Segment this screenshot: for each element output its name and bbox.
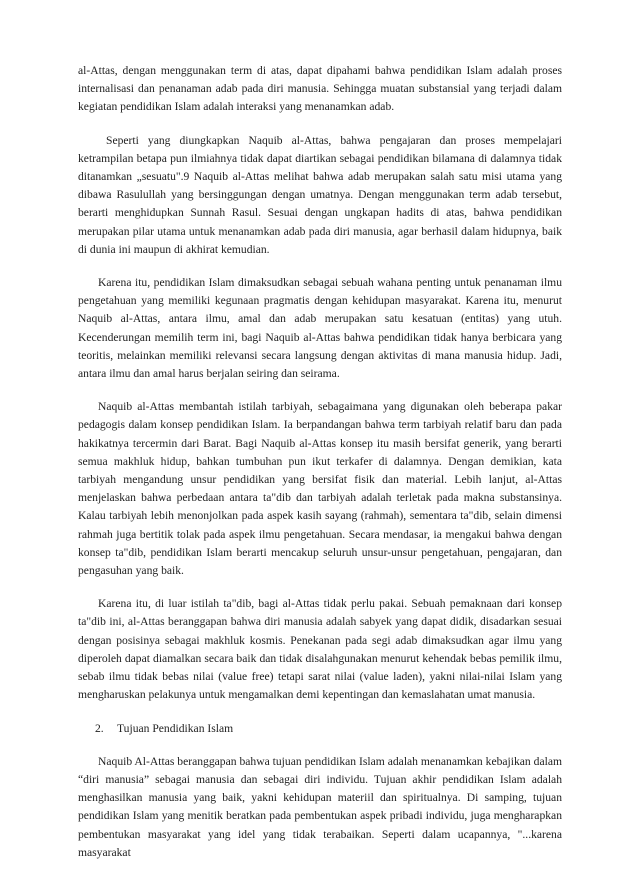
paragraph-3: Karena itu, pendidikan Islam dimaksudkan sebagai sebuah wahana penting untuk penanaman ilmu pengetahuan yang memiliki kegunaan pragmatis dengan kehidupan masyarakat. Karena itu, menurut Naquib al-Attas, antara ilmu, amal dan adab merupakan satu kesatuan (entitas) yang utuh. Kecenderungan memilih term ini, bagi Naquib al-Attas bahwa pendidikan tidak hanya berbicara yang teoritis, melainkan memiliki relevansi secara langsung dengan aktivitas di mana manusia hidup. Jadi, antara ilmu dan amal harus berjalan seiring dan seirama. [78,276,562,381]
paragraph-1: al-Attas, dengan menggunakan term di atas, dapat dipahami bahwa pendidikan Islam adalah proses internalisasi dan penanaman adab pada diri manusia. Sehingga muatan substansial yang terjadi dalam kegiatan pendidikan Islam adalah interaksi yang menanamkan adab. [78,64,562,114]
section-title: Tujuan Pendidikan Islam [117,721,234,735]
document-page [78,62,562,877]
paragraph-4: Naquib al-Attas membantah istilah tarbiyah, sebagaimana yang digunakan oleh beberapa pakar pedagogis dalam konsep pendidikan Islam. Ia berpandangan bahwa term tarbiyah relatif baru dan pada hakikatnya tercermin dari Barat. Bagi Naquib al-Attas konsep itu masih bersifat generik, yang berarti semua makhluk hidup, bahkan tumbuhan pun ikut terkafer di dalamnya. Dengan demikian, kata tarbiyah mengandung unsur pendidikan yang bersifat fisik dan material. Lebih lanjut, al-Attas menjelaskan bahwa perbedaan antara ta"dib dan tarbiyah adalah terletak pada makna substansinya. Kalau tarbiyah lebih menonjolkan pada aspek kasih sayang (rahmah), sementara ta"dib, selain dimensi rahmah juga bertitik tolak pada aspek ilmu pengetahuan. Secara mendasar, ia mengakui bahwa dengan konsep ta"dib, pendidikan Islam berarti mencakup seluruh unsur-unsur pengetahuan, pengajaran, dan pengasuhan yang baik. [78,400,562,578]
paragraph-2: Seperti yang diungkapkan Naquib al-Attas, bahwa pengajaran dan proses mempelajari ketrampilan betapa pun ilmiahnya tidak dapat diartikan sebagai pendidikan bilamana di dalamnya tidak ditanamkan „sesuatu".9 Naquib al-Attas melihat bahwa adab merupakan salah satu misi utama yang dibawa Rasulullah yang bersinggungan dengan umatnya. Dengan menggunakan term adab tersebut, berarti menghidupkan Sunnah Rasul. Sesuai dengan ungkapan hadits di atas, bahwa pendidikan merupakan pilar utama untuk menanamkan adab pada diri manusia, agar berhasil dalam hidupnya, baik di dunia ini maupun di akhirat kemudian. [78,133,562,256]
section-number: 2. [95,721,104,735]
section-heading [95,720,562,738]
paragraph-6: Naquib Al-Attas beranggapan bahwa tujuan pendidikan Islam adalah menanamkan kebajikan dalam “diri manusia” sebagai manusia dan sebagai diri individu. Tujuan akhir pendidikan Islam adalah menghasilkan manusia yang baik, yakni kehidupan materiil dan spiritualnya. Di samping, tujuan pendidikan Islam yang menitik beratkan pada pembentukan aspek pribadi individu, juga mengharapkan pembentukan masyarakat yang idel yang tidak terabaikan. Seperti dalam ucapannya, "...karena masyarakat [78,754,562,859]
paragraph-5: Karena itu, di luar istilah ta"dib, bagi al-Attas tidak perlu pakai. Sebuah pemaknaan dari konsep ta"dib ini, al-Attas beranggapan bahwa diri manusia adalah sabyek yang dapat didik, disadarkan sesuai dengan posisinya sebagai makhluk kosmis. Penekanan pada segi adab dimaksudkan agar ilmu yang diperoleh dapat diamalkan secara baik dan tidak disalahgunakan menurut kehendak bebas pemilik ilmu, sebab ilmu tidak bebas nilai (value free) tetapi sarat nilai (value laden), yakni nilai-nilai Islam yang mengharuskan pelakunya untuk mengamalkan demi kepentingan dan kemaslahatan umat manusia. [78,597,562,702]
